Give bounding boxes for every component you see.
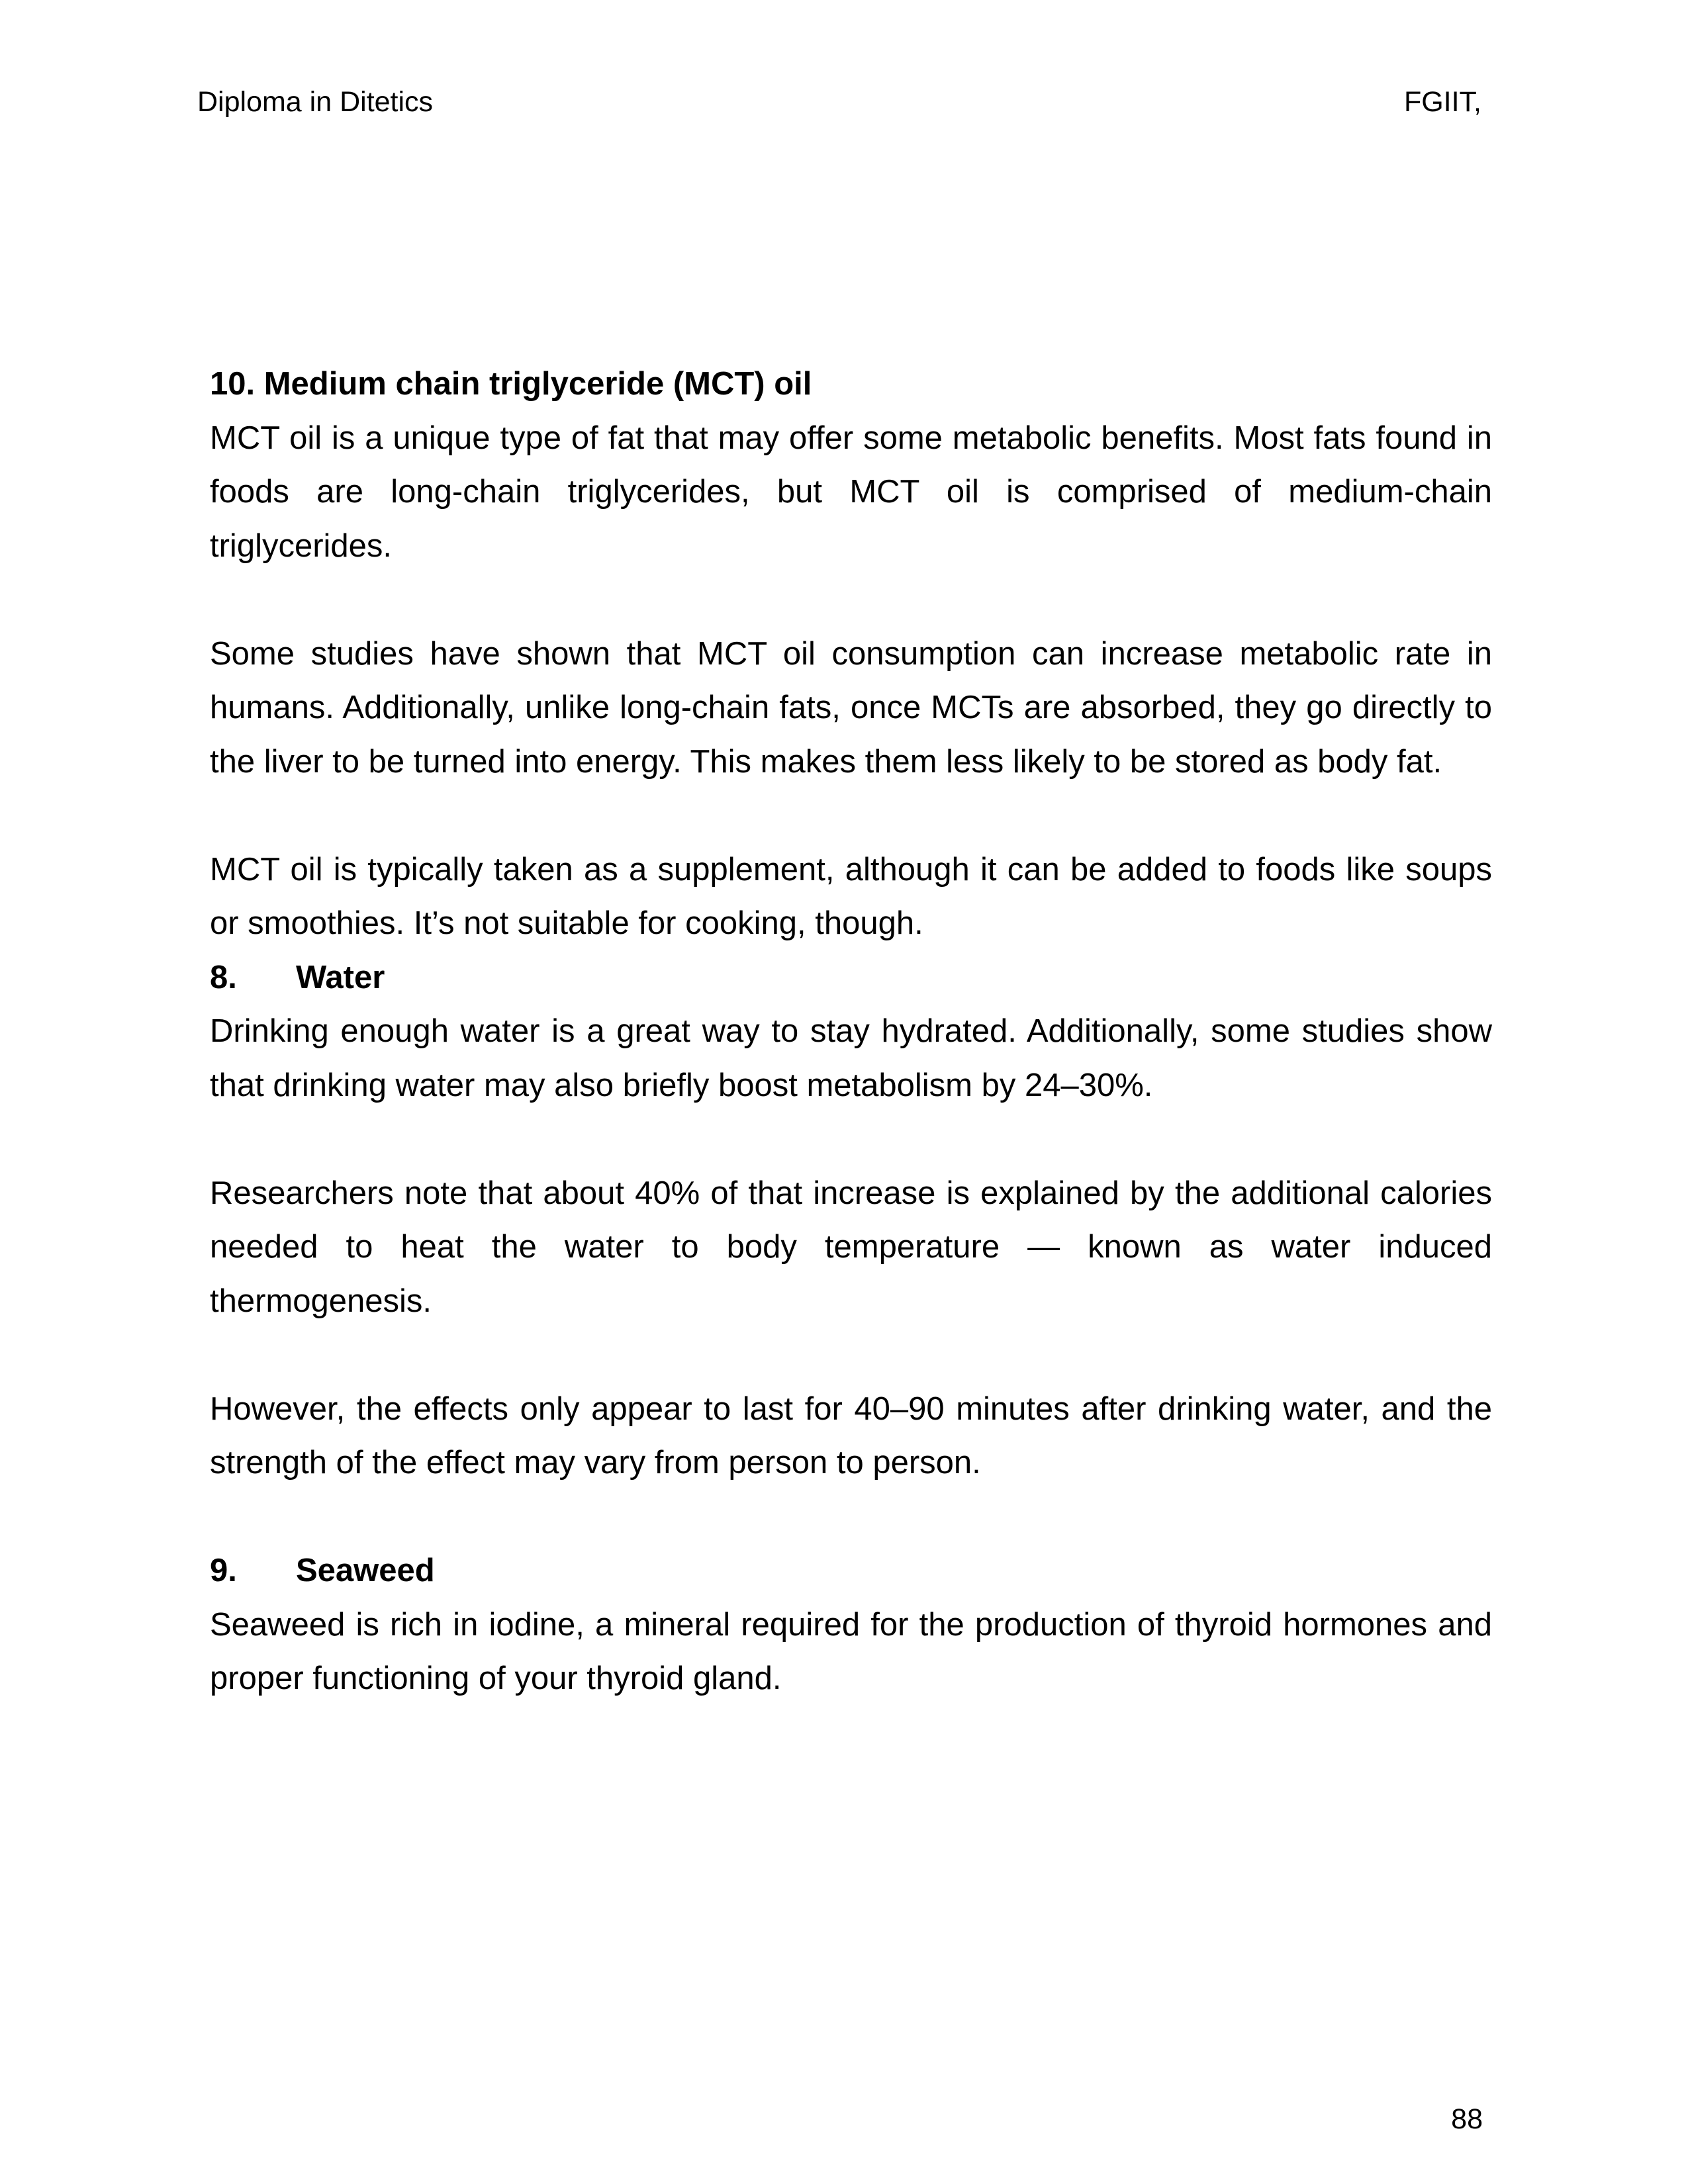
seaweed-heading-title: Seaweed [296, 1553, 435, 1588]
paragraph-spacer [210, 1490, 1492, 1545]
paragraph-spacer [210, 1113, 1492, 1167]
mct-paragraph-1: MCT oil is a unique type of fat that may offer some metabolic benefits. Most fats found in foods are long-chain triglycerides, but MCT oil is comprised of medium-chain triglycerides. [210, 420, 1492, 564]
mct-paragraph-2: Some studies have shown that MCT oil consumption can increase metabolic rate in humans. Additionally, unlike long-chain fats, once MCTs are absorbed, they go directly to the liver to be turned into energy. This makes them less likely to be stored as body fat. [210, 635, 1492, 780]
water-heading-title: Water [296, 959, 385, 995]
header-right-text: FGIIT, [1403, 86, 1481, 118]
page-number: 88 [1451, 2103, 1483, 2135]
water-paragraph-3: However, the effects only appear to last for 40–90 minutes after drinking water, and the strength of the effect may vary from person to person. [210, 1390, 1492, 1480]
document-body [210, 357, 1492, 1706]
water-heading [210, 951, 1492, 1005]
seaweed-heading-number: 9. [210, 1553, 237, 1588]
paragraph-spacer [210, 789, 1492, 843]
paragraph-spacer [210, 1328, 1492, 1383]
water-paragraph-2: Researchers note that about 40% of that increase is explained by the additional calories needed to heat the water to body temperature — known as water induced thermogenesis. [210, 1175, 1492, 1319]
water-heading-number: 8. [210, 959, 237, 995]
mct-paragraph-3: MCT oil is typically taken as a supplement, although it can be added to foods like soups or smoothies. It’s not suitable for cooking, though. [210, 851, 1492, 941]
mct-heading: 10. Medium chain triglyceride (MCT) oil [210, 366, 812, 402]
water-paragraph-1: Drinking enough water is a great way to stay hydrated. Additionally, some studies show that drinking water may also briefly boost metabolism by 24–30%. [210, 1013, 1492, 1103]
seaweed-paragraph-1: Seaweed is rich in iodine, a mineral required for the production of thyroid hormones and proper functioning of your thyroid gland. [210, 1606, 1492, 1696]
header-left-text: Diploma in Ditetics [197, 86, 434, 118]
paragraph-spacer [210, 573, 1492, 627]
seaweed-heading [210, 1544, 1492, 1598]
